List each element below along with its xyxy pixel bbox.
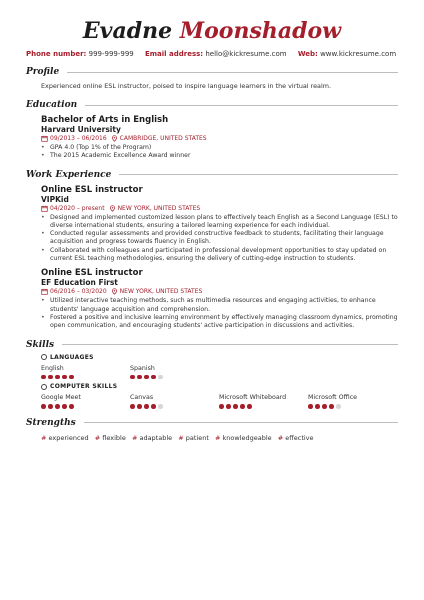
list-item: • Collaborated with colleagues and participated in professional development opportunities to stay updated on current ESL teaching methodologies, ensuring the delivery of cutting-edge instruction to students. — [41, 247, 398, 264]
skill-item — [41, 393, 130, 409]
skill-dot-empty — [158, 375, 163, 380]
list-item: • Designed and implemented customized lesson plans to effectively teach English as a Second Language (ESL) to diverse international students, ensuring a tailored learning experience for each individual. — [41, 214, 398, 231]
skill-dot-filled — [55, 375, 60, 380]
location-pin-icon — [111, 288, 118, 295]
profile-text: Experienced online ESL instructor, poised to inspire language learners in the virtual realm. — [41, 82, 331, 90]
skill-level-dots — [130, 404, 219, 409]
skill-dot-filled — [144, 404, 149, 409]
entry-bullets — [41, 144, 398, 161]
strengths-section-header — [26, 418, 398, 428]
skill-dot-filled — [151, 375, 156, 380]
work-section-header — [26, 170, 398, 180]
education-entry — [41, 115, 398, 161]
skill-dot-filled — [69, 375, 74, 380]
skill-group-name: COMPUTER SKILLS — [50, 383, 118, 391]
strength-tags — [41, 434, 398, 442]
skill-dot-filled — [137, 404, 142, 409]
skill-dot-filled — [137, 375, 142, 380]
list-item: • GPA 4.0 (Top 1% of the Program) — [41, 144, 398, 152]
calendar-icon — [41, 135, 48, 142]
company: EF Education First — [41, 278, 118, 288]
skill-dot-filled — [130, 404, 135, 409]
profile-section-header — [26, 67, 398, 77]
strength-tag: # knowledgeable — [214, 433, 272, 442]
section-title: Work Experience — [26, 169, 112, 180]
entry-bullets — [41, 214, 398, 264]
section-title: Skills — [26, 339, 55, 350]
skill-name: Microsoft Whiteboard — [219, 394, 287, 402]
skill-group-header — [41, 354, 398, 361]
entry-location: CAMBRIDGE, UNITED STATES — [119, 135, 207, 142]
skill-name: Microsoft Office — [308, 394, 358, 402]
skill-level-dots — [41, 404, 130, 409]
skill-group-languages — [41, 354, 398, 380]
skill-item — [308, 393, 397, 409]
education-section-header — [26, 100, 398, 110]
section-divider — [84, 422, 398, 423]
skill-dot-filled — [322, 404, 327, 409]
skill-dot-filled — [315, 404, 320, 409]
skill-dot-filled — [329, 404, 334, 409]
skill-dot-filled — [62, 375, 67, 380]
entry-dates: 06/2016 – 03/2020 — [50, 288, 107, 296]
skill-dot-filled — [144, 375, 149, 380]
phone-value: 999-999-999 — [88, 50, 134, 58]
section-title: Education — [26, 100, 78, 110]
skill-group-icon — [41, 384, 47, 390]
calendar-icon — [41, 288, 48, 295]
strength-tag: # patient — [178, 433, 209, 442]
skill-dot-filled — [247, 404, 252, 409]
skills-section-header — [26, 340, 398, 350]
section-divider — [67, 72, 398, 73]
entry-meta — [41, 287, 398, 296]
first-name: Evadne — [82, 18, 173, 44]
web-value[interactable]: www.kickresume.com — [320, 50, 397, 58]
skill-group-icon — [41, 354, 47, 360]
list-item: • Conducted regular assessments and provided constructive feedback to students, facilitating their language acquisition and progress towards fluency in English. — [41, 230, 398, 247]
entry-meta — [41, 204, 398, 213]
skill-row — [41, 393, 398, 409]
entry-dates: 04/2020 – present — [50, 204, 105, 212]
skill-group-computer — [41, 383, 398, 409]
skill-dot-filled — [151, 404, 156, 409]
skill-dot-filled — [130, 375, 135, 380]
skill-dot-filled — [48, 404, 53, 409]
skill-name: Google Meet — [41, 394, 81, 402]
skill-item — [130, 364, 219, 380]
strength-tag: # adaptable — [131, 433, 173, 442]
skill-dot-filled — [41, 404, 46, 409]
skill-level-dots — [219, 404, 308, 409]
phone-label: Phone number: — [26, 50, 87, 58]
job-role: Online ESL instructor — [41, 184, 143, 195]
calendar-icon — [41, 205, 48, 212]
skill-level-dots — [308, 404, 397, 409]
location-pin-icon — [109, 205, 116, 212]
skill-name: Spanish — [130, 364, 155, 372]
skill-level-dots — [130, 375, 219, 380]
strength-tag: # flexible — [94, 433, 126, 442]
skill-dot-filled — [41, 375, 46, 380]
skill-dot-filled — [69, 404, 74, 409]
skill-item — [219, 393, 308, 409]
location-pin-icon — [111, 135, 118, 142]
list-item: • Fostered a positive and inclusive learning environment by effectively managing classroom dynamics, promoting open communication, and encouraging students' active participation in discussions and activities. — [41, 314, 398, 331]
skill-item — [41, 364, 130, 380]
work-entry — [41, 185, 398, 264]
section-divider — [62, 344, 398, 345]
section-divider — [119, 174, 398, 175]
skill-dot-filled — [48, 375, 53, 380]
candidate-name — [26, 16, 398, 46]
skill-row — [41, 364, 398, 380]
strength-tag: # effective — [277, 433, 314, 442]
skill-name: Canvas — [130, 394, 154, 402]
section-title: Profile — [26, 67, 60, 77]
skill-dot-filled — [240, 404, 245, 409]
list-item: • Utilized interactive teaching methods, such as multimedia resources and engaging activities, to enhance students' language acquisition and comprehension. — [41, 297, 398, 314]
company: VIPKid — [41, 194, 69, 204]
skill-level-dots — [41, 375, 130, 380]
entry-dates: 09/2013 – 06/2016 — [50, 135, 107, 142]
skill-dot-filled — [308, 404, 313, 409]
entry-location: NEW YORK, UNITED STATES — [119, 288, 203, 296]
skill-dot-empty — [158, 404, 163, 409]
skill-name: English — [41, 364, 64, 372]
skill-dot-filled — [233, 404, 238, 409]
skill-dot-filled — [219, 404, 224, 409]
work-entry — [41, 268, 398, 330]
entry-meta — [41, 134, 398, 143]
section-divider — [85, 105, 398, 106]
skill-dot-filled — [62, 404, 67, 409]
entry-bullets — [41, 297, 398, 330]
skill-dot-filled — [55, 404, 60, 409]
email-value[interactable]: hello@kickresume.com — [205, 50, 287, 58]
section-title: Strengths — [26, 417, 76, 428]
skill-group-header — [41, 383, 398, 390]
contact-line — [26, 50, 398, 58]
web-label: Web: — [297, 50, 318, 58]
school: Harvard University — [41, 125, 121, 134]
strength-tag: # experienced — [41, 433, 89, 442]
skill-group-name: LANGUAGES — [50, 353, 94, 361]
skill-dot-filled — [226, 404, 231, 409]
skill-dot-empty — [336, 404, 341, 409]
list-item: • The 2015 Academic Excellence Award winner — [41, 152, 398, 160]
degree: Bachelor of Arts in English — [41, 115, 169, 125]
entry-location: NEW YORK, UNITED STATES — [117, 204, 201, 212]
skill-item — [130, 393, 219, 409]
last-name: Moonshadow — [179, 18, 342, 44]
email-label: Email address: — [144, 50, 204, 58]
job-role: Online ESL instructor — [41, 268, 143, 279]
